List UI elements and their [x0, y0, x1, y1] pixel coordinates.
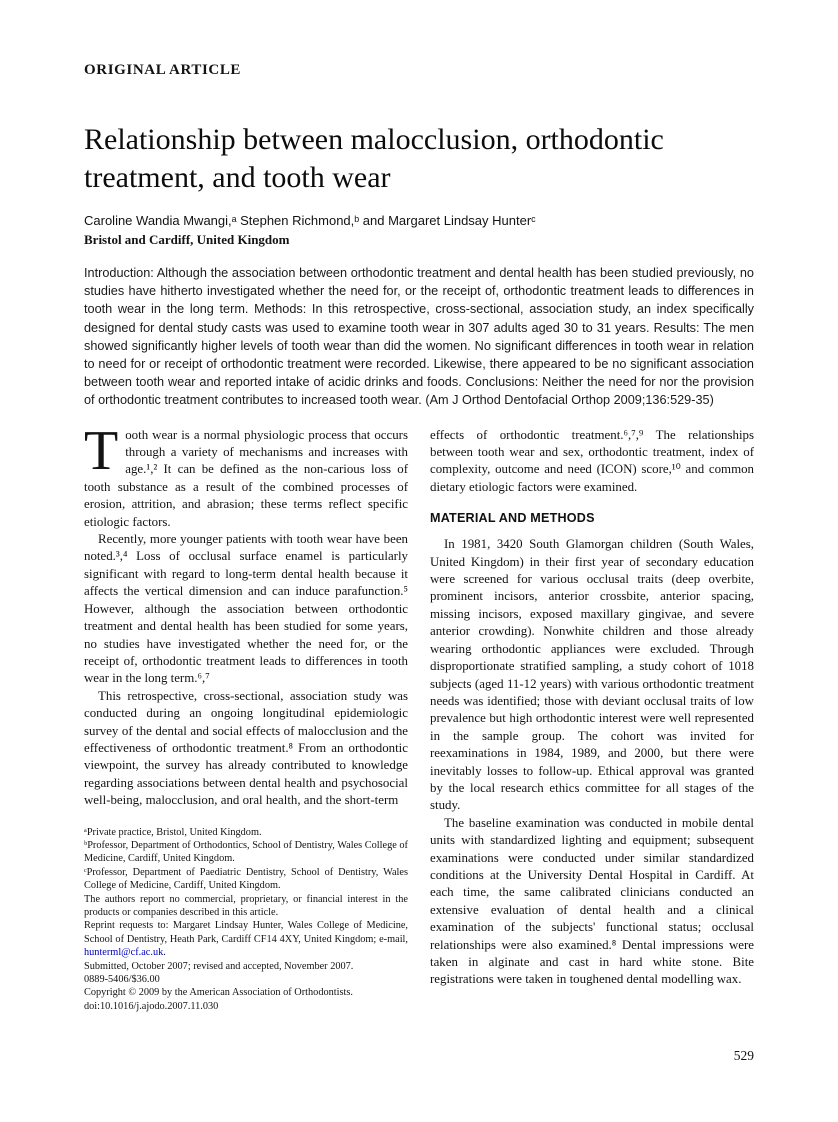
section-heading-material-and-methods: MATERIAL AND METHODS — [430, 511, 595, 526]
article-type-label: ORIGINAL ARTICLE — [84, 62, 242, 78]
intro-paragraph-1: Tooth wear is a normal physiologic process that occurs through a variety of mechanisms and increases with age.¹,² It can be defined as the non-carious loss of tooth substance as a result of the combined processes of erosion, attrition, and abrasion; these terms reflect specific etiologic factors. — [84, 419, 408, 529]
footnote-doi: doi:10.1016/j.ajodo.2007.11.030 — [84, 1000, 219, 1012]
footnote-reprint-requests — [84, 919, 408, 959]
authors-line: Caroline Wandia Mwangi,ᵃ Stephen Richmond,ᵇ and Margaret Lindsay Hunterᶜ — [84, 213, 536, 228]
right-column — [430, 427, 754, 1014]
footnotes-block — [84, 826, 408, 1014]
footnote-affiliation-a: ᵃPrivate practice, Bristol, United Kingdom. — [84, 826, 262, 838]
methods-paragraph-2: The baseline examination was conducted in mobile dental units with standardized lighting and equipment; subsequent examinations were conducted under similar standardized conditions at the University Dental Hospital in Cardiff. At each time, the same calibrated clinicians conducted an extensive evaluation of dental health and a clinical examination of the subjects' functional status; occlusal relationships were also examined.⁸ Dental impressions were taken in alginate and cast in hard white stone. Bite registrations were taken in toughened dental modelling wax. — [430, 815, 754, 987]
footnote-reprint-period: . — [163, 947, 166, 959]
footnote-disclosure: The authors report no commercial, proprietary, or financial interest in the products or companies described in this article. — [84, 893, 408, 918]
page-number: 529 — [733, 1048, 754, 1063]
left-column — [84, 419, 408, 1014]
intro-paragraph-3: This retrospective, cross-sectional, association study was conducted during an ongoing longitudinal epidemiologic survey of the dental and social effects of malocclusion and the effectiveness of orthodontic treatment.⁸ From an orthodontic viewpoint, the survey has already contributed to knowledge regarding associations between dental health and psychosocial well-being, malocclusion, and oral health, and the short-term — [84, 688, 408, 808]
two-column-body — [84, 419, 754, 1014]
footnote-price-code: 0889-5406/$36.00 — [84, 974, 160, 986]
methods-paragraph-1: In 1981, 3420 South Glamorgan children (South Wales, United Kingdom) in their first year of secondary education were screened for various occlusal traits (deep overbite, prominent incisors, anterior crossbite, anterior spacing, missing incisors, exposed maxillary gingivae, and severe anterior crowding). Nonwhite children and those already wearing orthodontic appliances were excluded. Through disproportionate stratified sampling, a study cohort of 1018 subjects (aged 11-12 years) with various orthodontic treatment needs was identified; those with deviant occlusal traits of low prevalence but high orthodontic interest were well represented in the sample group. The cohort was invited for reexaminations in 1984, 1989, and 2000, but there were inevitably losses to follow-up. Ethical approval was granted by the local research ethics committee for all stages of the study. — [430, 537, 754, 813]
continuation-paragraph: effects of orthodontic treatment.⁶,⁷,⁹ The relationships between tooth wear and sex, orthodontic treatment, index of complexity, outcome and need (ICON) score,¹⁰ and common dietary etiologic factors were examined. — [430, 427, 754, 494]
footnote-affiliation-b: ᵇProfessor, Department of Orthodontics, School of Dentistry, Wales College of Medicine, Cardiff, United Kingdom. — [84, 839, 408, 865]
email-link[interactable]: hunterml@cf.ac.uk — [84, 947, 164, 959]
abstract-text: Introduction: Although the association between orthodontic treatment and dental health has been studied previously, no studies have hitherto investigated whether the need for, or the receipt of, orthodontic treatment leads to differences in tooth wear in the long term. Methods: In this retrospective, cross-sectional, association study, an index specifically designed for dental study casts was used to examine tooth wear in 307 adults aged 30 to 31 years. Results: The men showed significantly higher levels of tooth wear than did the women. No significant differences in tooth wear in relation to need for or receipt of orthodontic treatment were recorded. Likewise, there appeared to be no significant association between tooth wear and reported intake of acidic drinks and foods. Conclusions: Neither the need for nor the provision of orthodontic treatment contributes to increased tooth wear. (Am J Orthod Dentofacial Orthop 2009;136:529-35) — [84, 266, 754, 408]
intro-paragraph-2: Recently, more younger patients with tooth wear have been noted.³,⁴ Loss of occlusal surface enamel is particularly significant with regard to long-term dental health because it affects the vertical dimension and can induce parafunction.⁵ However, although the association between orthodontic treatment and dental health has been studied for some years, no studies have investigated whether the need for, or the receipt of, orthodontic treatment leads to differences in tooth wear in the long term.⁶,⁷ — [84, 532, 408, 686]
footnote-copyright: Copyright © 2009 by the American Association of Orthodontists. — [84, 987, 353, 999]
affiliation-line: Bristol and Cardiff, United Kingdom — [84, 232, 290, 247]
article-title: Relationship between malocclusion, orthodontic treatment, and tooth wear — [84, 123, 664, 194]
footnote-submitted: Submitted, October 2007; revised and accepted, November 2007. — [84, 960, 354, 972]
footnote-affiliation-c: ᶜProfessor, Department of Paediatric Dentistry, School of Dentistry, Wales College of Medicine, Cardiff, United Kingdom. — [84, 866, 408, 892]
footnote-reprint-text: Reprint requests to: Margaret Lindsay Hunter, Wales College of Medicine, School of Dentistry, Heath Park, Cardiff CF14 4XY, United Kingdom; e-mail, — [84, 920, 408, 945]
